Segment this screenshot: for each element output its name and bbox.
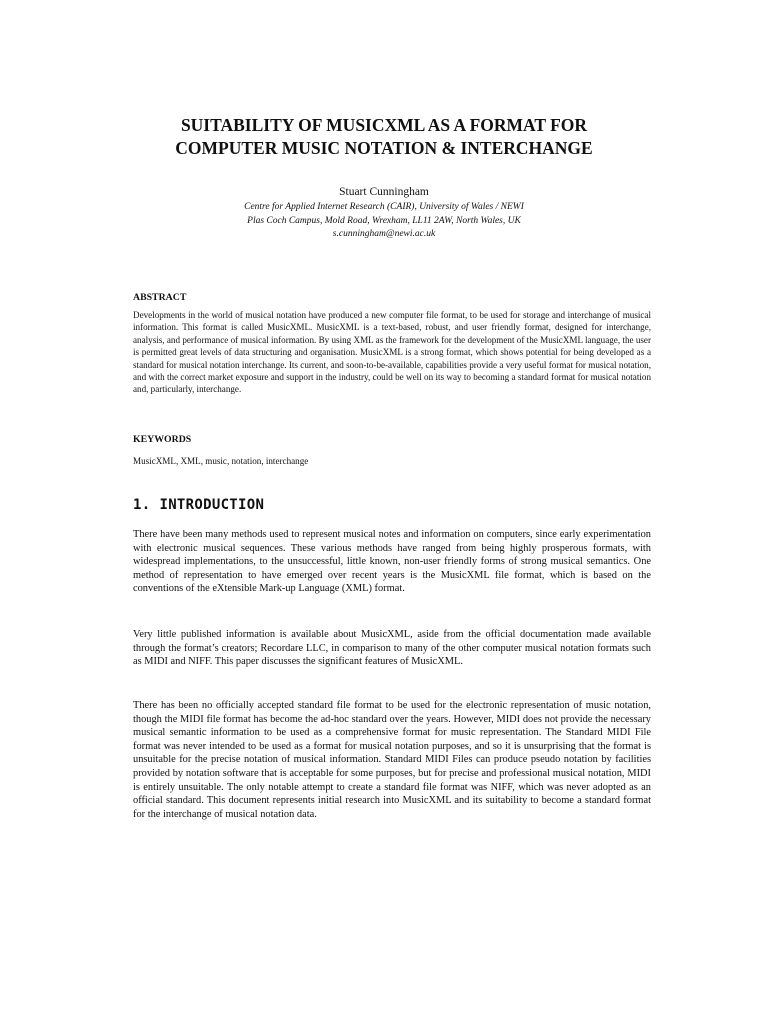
title-line: SUITABILITY OF MUSICXML AS A FORMAT FOR bbox=[180, 115, 588, 135]
section-number: 1. bbox=[133, 497, 151, 513]
section-title: INTRODUCTION bbox=[159, 497, 265, 513]
keywords-text: MusicXML, XML, music, notation, interchange bbox=[133, 456, 309, 466]
affiliation-line: Plas Coch Campus, Mold Road, Wrexham, LL11 2AW, North Wales, UK bbox=[247, 215, 521, 226]
author-email: s.cunningham@newi.ac.uk bbox=[332, 229, 436, 239]
introduction-paragraph: Very little published information is available about MusicXML, aside from the official documentation made available through the format’s creators; Recordare LLC, in comparison to many of the other computer musical notation formats such as MIDI and NIFF. This paper discusses the significant features of MusicXML. bbox=[133, 629, 651, 668]
introduction-heading bbox=[133, 496, 264, 514]
keywords-heading: KEYWORDS bbox=[133, 434, 192, 445]
introduction-paragraph: There have been many methods used to represent musical notes and information on computers, since early experimentation with electronic musical sequences. These various methods have ranged from being highly prosperous formats, with widespread implementations, to the unsuccessful, little known, non-user friendly forms of strong musical semantics. One method of representation to have emerged over recent years is the MusicXML file format, which is based on the conventions of the eXtensible Mark-up Language (XML) format. bbox=[133, 529, 651, 595]
title-line: COMPUTER MUSIC NOTATION & INTERCHANGE bbox=[175, 138, 593, 158]
introduction-paragraph: There has been no officially accepted standard file format to be used for the electronic representation of music notation, though the MIDI file format has become the ad-hoc standard over the years. However, MIDI does not provide the necessary musical semantic information to be used as a comprehensive format for music representation. The Standard MIDI File format was never intended to be used as a format for musical notation purposes, and so it is unsurprising that the format is unsuitable for the precise notation of musical information. Standard MIDI Files can produce pseudo notation by facilities provided by notation software that is acceptable for some purposes, but for precise and professional musical notation, MIDI is entirely unsuitable. The only notable attempt to create a standard file format was NIFF, which was never adopted as an official standard. This document represents initial research into MusicXML and its suitability to become a standard format for the interchange of musical notation data. bbox=[133, 700, 651, 820]
author-name: Stuart Cunningham bbox=[339, 186, 429, 198]
author-affiliation bbox=[100, 201, 668, 242]
abstract-heading: ABSTRACT bbox=[133, 292, 187, 303]
abstract-text: Developments in the world of musical notation have produced a new computer file format, to be used for storage and interchange of musical information. This format is called MusicXML. MusicXML is a text-based, robust, and user friendly format, designed for interchange, analysis, and performance of musical information. By using XML as the framework for the development of the MusicXML language, the user is permitted great levels of data structuring and organisation. MusicXML is a strong format, which shows potential for being developed as a standard for musical notation interchange. Its current, and soon-to-be-available, capabilities provide a very useful format for musical notation, and with the correct market exposure and support in the industry, could be well on its way to becoming a standard format for musical notation and, particularly, interchange. bbox=[133, 310, 651, 395]
paper-title bbox=[100, 114, 668, 160]
affiliation-line: Centre for Applied Internet Research (CAIR), University of Wales / NEWI bbox=[244, 202, 524, 212]
